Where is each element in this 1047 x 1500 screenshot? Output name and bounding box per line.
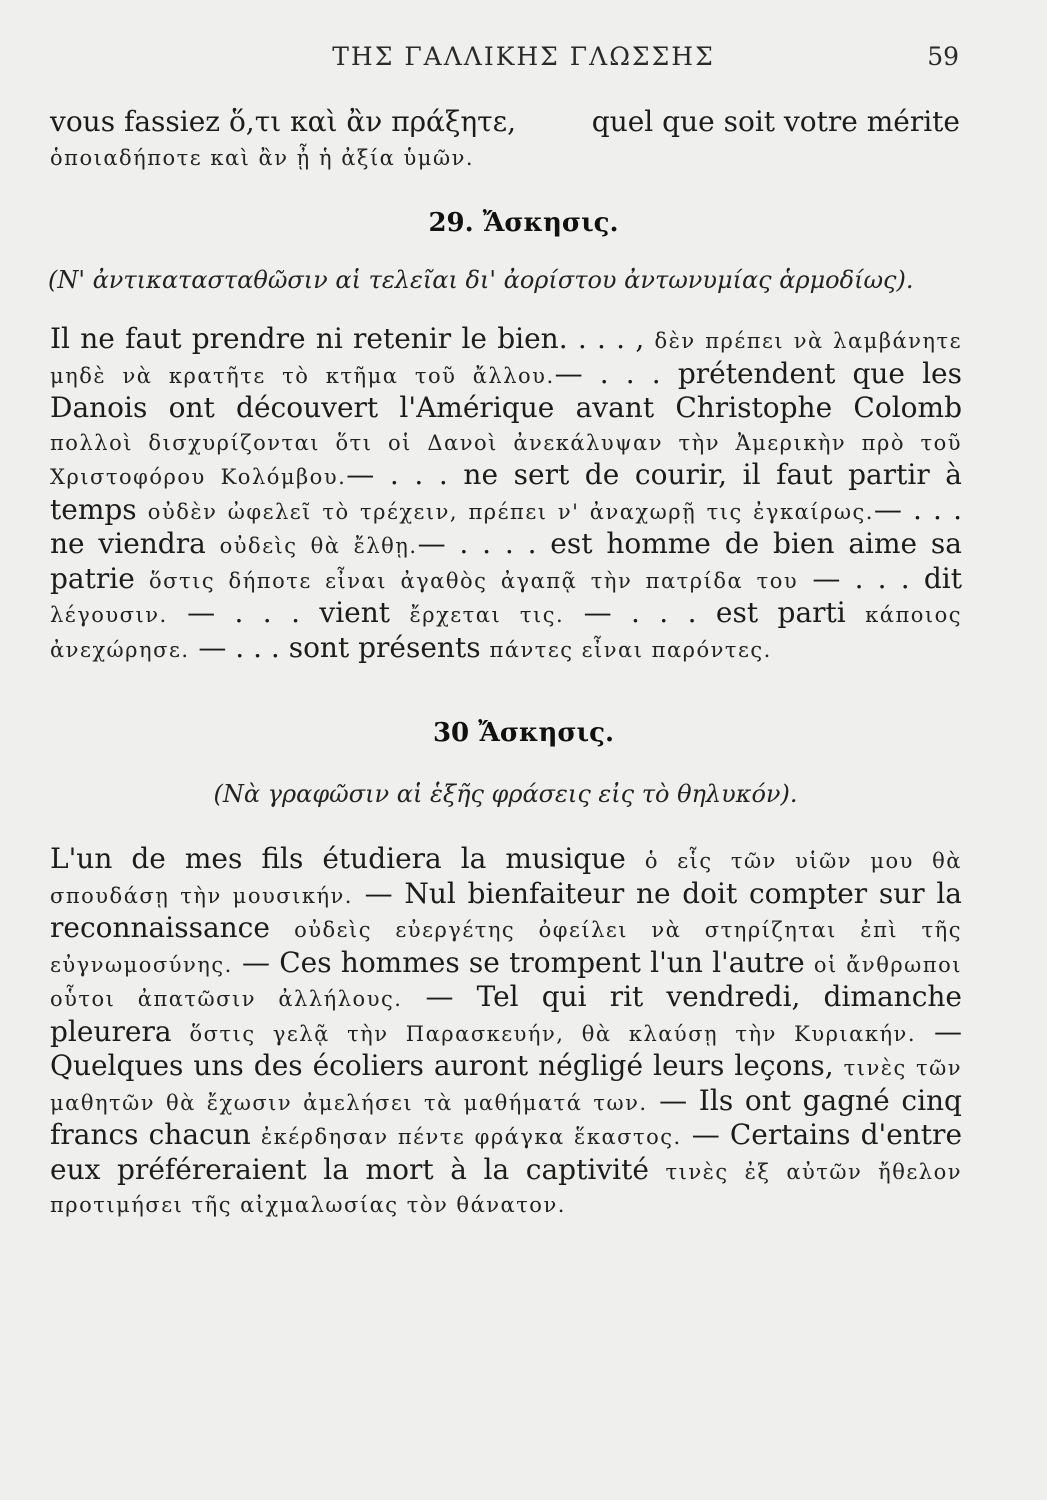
exercise-30-text <box>50 843 962 1222</box>
greek-translation: ἔρχεται τις. <box>409 603 565 627</box>
greek-translation: ὅστις δήποτε εἶναι ἀγαθὸς ἀγαπᾷ τὴν πατρίδα του <box>148 568 799 593</box>
greek-translation: πάντες εἶναι παρόντες. <box>489 637 772 662</box>
greek-translation: ὅστις γελᾷ τὴν Παρασκευήν, θὰ κλαύσῃ τὴν Κυριακήν. <box>189 1021 916 1046</box>
exercise-30-instruction: (Νὰ γραφῶσιν αἱ ἑξῆς φράσεις εἰς τὸ θηλυκόν). <box>213 780 798 808</box>
exercise-29-text <box>50 323 962 666</box>
greek-translation: δὲν πρέπει νὰ λαμβάνητε μηδὲ νὰ κρατῆτε τὸ κτῆμα τοῦ ἄλλου. <box>50 329 962 388</box>
greek-translation: πολλοὶ δισχυρίζονται ὅτι οἱ Δανοὶ ἀνεκάλυψαν τὴν Ἀμερικὴν πρὸ τοῦ Χριστοφόρου Κολόμβου. <box>50 430 962 489</box>
french-sentence: — . . . ne viendra <box>50 492 962 560</box>
french-sentence: — . . . prétendent que les Danois ont découvert l'Amérique avant Christophe Colomb <box>50 356 962 424</box>
greek-translation: τινὲς ἐξ αὐτῶν ἤθελον προτιμήσει τῆς αἰχμαλωσίας τὸν θάνατον. <box>50 1159 962 1217</box>
greek-translation: λέγουσιν. <box>50 603 168 627</box>
french-sentence: — . . . vient <box>167 596 410 629</box>
intro-continuation <box>50 104 960 176</box>
french-sentence: Il ne faut prendre ni retenir le bien. . . . , <box>50 322 655 355</box>
french-sentence: — . . . dit <box>798 561 962 595</box>
french-sentence: — . . . est parti <box>564 596 866 629</box>
french-sentence: — Certains d'entre eux préféreraient la mort à la captivité <box>50 1118 963 1186</box>
running-title: ΤΗΣ ΓΑΛΛΙΚΗΣ ΓΛΩΣΣΗΣ <box>332 42 715 71</box>
french-sentence: L'un de mes fils étudiera la musique <box>50 842 645 875</box>
greek-translation: οἱ ἄνθρωποι οὗτοι ἀπατῶσιν ἀλλήλους. <box>50 952 962 1011</box>
intro-line2: ὁποιαδήποτε καὶ ἂν ᾖ ἡ ἀξία ὑμῶν. <box>50 146 475 170</box>
intro-line1-french: quel que soit votre mérite <box>591 105 960 138</box>
greek-translation: ὁ εἷς τῶν υἱῶν μου θὰ σπουδάσῃ τὴν μουσικήν. <box>50 849 962 908</box>
greek-translation: οὐδεὶς θὰ ἔλθῃ. <box>219 534 418 558</box>
greek-translation: ἐκέρδησαν πέντε φράγκα ἕκαστος. <box>260 1125 682 1149</box>
french-sentence: — Ces hommes se trompent l'un l'autre <box>232 945 814 979</box>
french-sentence: — . . . . est homme de bien aime sa patrie <box>50 527 962 595</box>
exercise-29-heading: 29. Ἄσκησις. <box>428 208 619 238</box>
exercise-30-heading: 30 Ἄσκησις. <box>432 718 615 748</box>
greek-translation: οὐδὲν ὠφελεῖ τὸ τρέχειν, πρέπει ν' ἀναχωρῇ τις ἐγκαίρως. <box>147 499 874 524</box>
french-sentence: — Quelques uns des écoliers auront négligé leurs leçons, <box>50 1014 962 1082</box>
french-sentence: — Nul bienfaiteur ne doit compter sur la reconnaissance <box>50 876 962 944</box>
french-sentence: — Tel qui rit vendredi, dimanche pleurera <box>50 980 962 1048</box>
french-sentence: — . . . sont présents <box>189 630 490 664</box>
greek-translation: τινὲς τῶν μαθητῶν θὰ ἔχωσιν ἀμελήσει τὰ μαθήματά των. <box>50 1056 962 1115</box>
greek-translation: οὐδεὶς εὐεργέτης ὀφείλει νὰ στηρίζηται ἐπὶ τῆς εὐγνωμοσύνης. <box>50 918 962 977</box>
french-sentence: — Ils ont gagné cinq francs chacun <box>50 1083 962 1151</box>
exercise-29-instruction: (Ν' ἀντικατασταθῶσιν αἱ τελεῖαι δι' ἀορίστου ἀντωνυμίας ἁρμοδίως). <box>48 266 914 294</box>
greek-translation: κάποιος ἀνεχώρησε. <box>50 603 963 662</box>
page-number: 59 <box>927 42 959 71</box>
french-sentence: — . . . ne sert de courir, il faut partir à temps <box>50 458 962 526</box>
intro-line1-greek: vous fassiez ὅ,τι καὶ ἂν πράξητε, <box>50 105 517 138</box>
